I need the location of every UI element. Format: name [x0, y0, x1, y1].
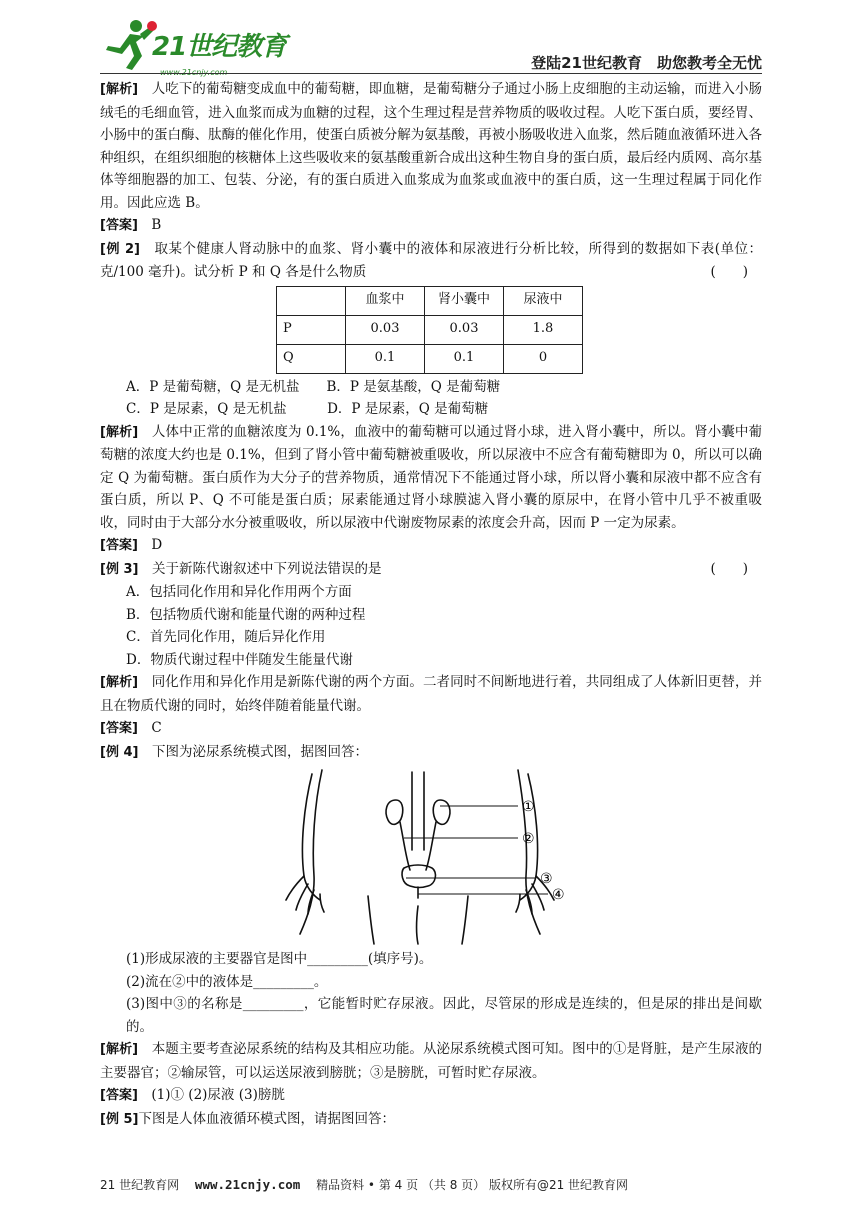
- answer-paren: ( ): [710, 560, 748, 577]
- analysis-4: [解析] 本题主要考查泌尿系统的结构及其相应功能。从泌尿系统模式图可知。图中的①是肾脏，是产生尿液的主要器官；②输尿管，可以运送尿液到膀胱；③是膀胱，可暂时贮存尿液。: [100, 1041, 763, 1081]
- answer-3: [答案] C: [100, 720, 162, 736]
- options-row-1: [100, 376, 762, 399]
- footer-url: www.21cnjy.com: [194, 1177, 301, 1192]
- table-cell: Q: [277, 344, 346, 373]
- table-cell: 0.03: [346, 315, 425, 344]
- analysis-tag: [解析]: [100, 82, 139, 97]
- answer-4: [答案] (1)① (2)尿液 (3)膀胱: [100, 1087, 285, 1103]
- question-2: (2)流在②中的液体是_________。: [126, 973, 328, 990]
- table-cell: 0: [504, 344, 583, 373]
- question-3: (3)图中③的名称是_________，它能暂时贮存尿液。因此，尽管尿的形成是连续的，但是尿的排出是间歇的。: [126, 996, 762, 1035]
- analysis-tag: [解析]: [100, 424, 139, 440]
- site-logo: [100, 14, 290, 77]
- option-d: D．P 是尿素，Q 是葡萄糖: [327, 401, 489, 417]
- option-b: B．包括物质代谢和能量代谢的两种过程: [126, 606, 366, 623]
- logo-url: www.21cnjy.com: [160, 68, 228, 77]
- footer-page-info: 精品资料 • 第 4 页 （共 8 页） 版权所有@21 世纪教育网: [316, 1178, 629, 1192]
- answer-1: [答案] B: [100, 217, 162, 233]
- urinary-system-diagram: [100, 766, 762, 946]
- table-cell: P: [277, 315, 346, 344]
- urinary-system-figure: [100, 766, 762, 946]
- question-1: (1)形成尿液的主要器官是图中_________(填序号)。: [126, 951, 433, 967]
- page-content: [100, 78, 762, 1131]
- answer-2: [答案] D: [100, 537, 163, 553]
- example-tag: [例 3]: [100, 561, 139, 577]
- option-c: C．P 是尿素，Q 是无机盐: [126, 401, 287, 417]
- table-row: [277, 315, 583, 344]
- table-header-row: [277, 286, 583, 315]
- table-cell: 0.1: [425, 344, 504, 373]
- header-divider: [100, 73, 762, 74]
- options-row-2: [100, 398, 762, 421]
- label-3: ③: [540, 871, 553, 887]
- data-table: [276, 286, 583, 374]
- example-3: [例 3] 关于新陈代谢叙述中下列说法错误的是 ( ): [100, 558, 762, 582]
- label-2: ②: [522, 831, 535, 847]
- example-5: [例 5]下图是人体血液循环模式图，请据图回答：: [100, 1110, 395, 1127]
- example-tag: [例 5]: [100, 1111, 139, 1127]
- answer-tag: [答案]: [100, 538, 138, 553]
- table-cell: [277, 286, 346, 315]
- answer-paren: ( ): [710, 264, 748, 280]
- page-footer: [100, 1174, 762, 1197]
- example-tag: [例 2]: [100, 241, 140, 257]
- option-a: A．P 是葡萄糖，Q 是无机盐: [126, 378, 300, 395]
- table-cell: 0.03: [425, 315, 504, 344]
- example-tag: [例 4]: [100, 744, 139, 760]
- option-d: D．物质代谢过程中伴随发生能量代谢: [126, 651, 353, 668]
- table-cell: 尿液中: [504, 286, 583, 315]
- option-c: C．首先同化作用，随后异化作用: [126, 629, 326, 645]
- runner-icon: [100, 14, 160, 72]
- table-cell: 0.1: [346, 344, 425, 373]
- footer-site: 21 世纪教育网: [100, 1178, 180, 1192]
- answer-tag: [答案]: [100, 721, 138, 736]
- analysis-tag: [解析]: [100, 1042, 139, 1057]
- table-cell: 1.8: [504, 315, 583, 344]
- logo-text: 21世纪教育: [152, 32, 287, 62]
- label-4: ④: [552, 887, 565, 903]
- analysis-3: [解析] 同化作用和异化作用是新陈代谢的两个方面。二者同时不间断地进行着，共同组成了人体新旧更替，并且在物质代谢的同时，始终伴随着能量代谢。: [100, 674, 763, 714]
- analysis-tag: [解析]: [100, 675, 139, 690]
- table-cell: 肾小囊中: [425, 286, 504, 315]
- label-1: ①: [522, 799, 535, 815]
- page-header: [100, 14, 762, 76]
- example-2: [例 2] 取某个健康人肾动脉中的血浆、肾小囊中的液体和尿液进行分析比较，所得到的数据如下表(单位：克/100 毫升)。试分析 P 和 Q 各是什么物质 ( ): [100, 238, 762, 284]
- answer-tag: [答案]: [100, 218, 138, 233]
- analysis-2: [解析] 人体中正常的血糖浓度为 0.1%，血液中的葡萄糖可以通过肾小球，进入肾小囊中，所以。肾小囊中葡萄糖的浓度大约也是 0.1%，但到了肾小管中葡萄糖被重吸收，所以尿液中不应含有葡萄糖即为 0，所以可以确定 Q 为葡萄糖。蛋白质作为大分子的营养物质，通常情况下不能通过肾小球，所以肾小囊和尿液中都不应含有蛋白质，所以 P、Q 不可能是蛋白质；尿素能通过肾小球膜滤入肾小囊的原尿中，在肾小管中几乎不被重吸收，同时由于大部分水分被重吸收，所以尿液中代谢废物尿素的浓度会升高，因而 P 一定为尿素。: [100, 423, 763, 531]
- table-row: [277, 344, 583, 373]
- answer-tag: [答案]: [100, 1088, 138, 1103]
- table-cell: 血浆中: [346, 286, 425, 315]
- example-4: [例 4] 下图为泌尿系统模式图，据图回答：: [100, 743, 368, 760]
- analysis-1: [解析] 人吃下的葡萄糖变成血中的葡萄糖，即血糖，是葡萄糖分子通过小肠上皮细胞的主动运输，而进入小肠绒毛的毛细血管，进入血浆而成为血糖的过程，这个生理过程是营养物质的吸收过程。人吃下蛋白质，要经胃、小肠中的蛋白酶、肽酶的催化作用，使蛋白质被分解为氨基酸，再被小肠吸收进入血浆，然后随血液循环进入各种组织，在组织细胞的核糖体上这些吸收来的氨基酸重新合成出这种生物自身的蛋白质，最后经内质网、高尔基体等细胞器的加工、包装、分泌，有的蛋白质进入血浆成为血浆或血液中的蛋白质，这一生理过程属于同化作用。因此应选 B。: [100, 81, 763, 211]
- header-slogan: 登陆21世纪教育 助您教考全无忧: [531, 54, 762, 72]
- option-a: A．包括同化作用和异化作用两个方面: [126, 584, 352, 600]
- option-b: B．P 是氨基酸，Q 是葡萄糖: [326, 378, 501, 395]
